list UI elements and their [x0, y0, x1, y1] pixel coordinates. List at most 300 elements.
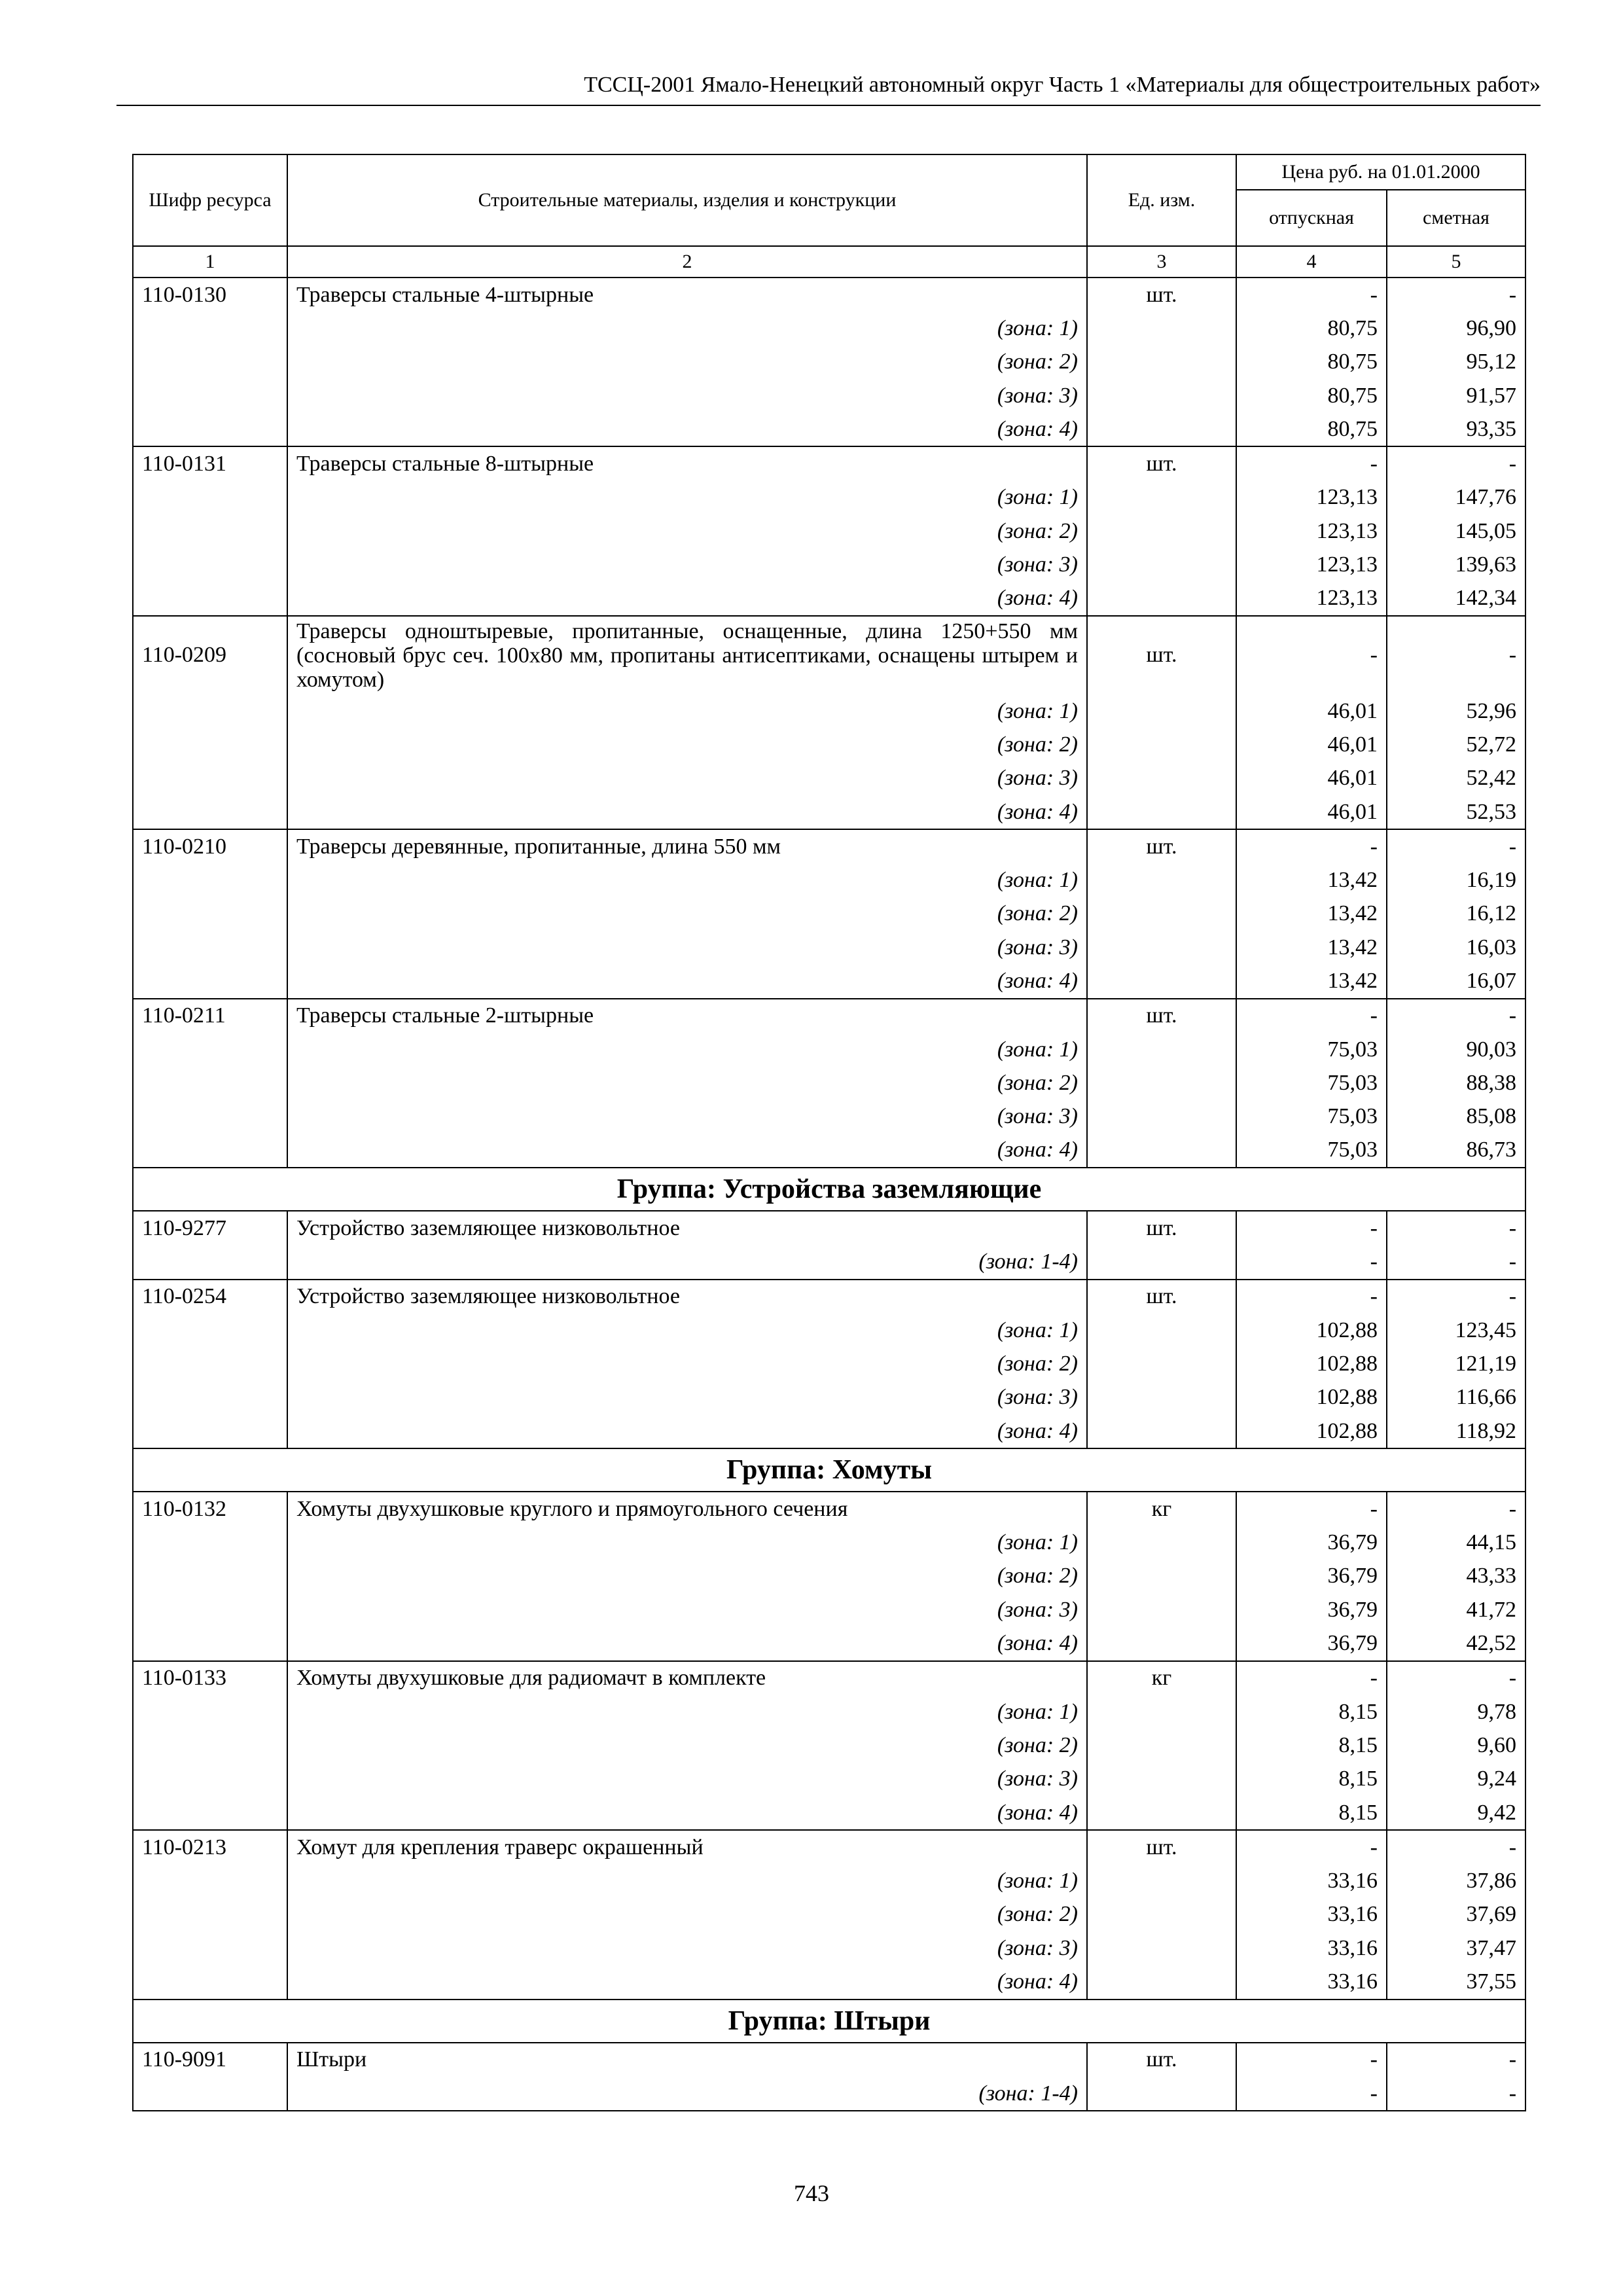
zone-estimate-price: 37,69	[1387, 1898, 1525, 1931]
empty-cell	[1087, 1560, 1236, 1593]
material-name: Устройство заземляющее низковольтное	[287, 1280, 1087, 1314]
zone-label: (зона: 2)	[287, 728, 1087, 761]
unit-of-measure: кг	[1087, 1661, 1236, 1695]
zone-estimate-price: 142,34	[1387, 582, 1525, 616]
column-number: 3	[1087, 246, 1236, 278]
zone-label: (зона: 3)	[287, 762, 1087, 795]
estimate-price: -	[1387, 1661, 1525, 1695]
estimate-price: -	[1387, 446, 1525, 480]
material-name: Хомуты двухушковые круглого и прямоугольного сечения	[287, 1492, 1087, 1526]
material-name: Траверсы одноштыревые, пропитанные, оснащенные, длина 1250+550 мм (сосновый брус сеч. 100х80 мм, пропитаны антисептиками, оснащены штырем и хомутом)	[287, 616, 1087, 694]
zone-label: (зона: 2)	[287, 1729, 1087, 1762]
estimate-price: -	[1387, 2043, 1525, 2077]
zone-estimate-price: -	[1387, 1245, 1525, 1279]
empty-cell	[1087, 1695, 1236, 1729]
zone-release-price: 8,15	[1236, 1729, 1387, 1762]
column-header-price-group: Цена руб. на 01.01.2000	[1236, 154, 1525, 190]
empty-cell	[133, 1066, 287, 1100]
empty-cell	[1087, 1414, 1236, 1448]
empty-cell	[133, 1245, 287, 1279]
zone-release-price: 36,79	[1236, 1526, 1387, 1560]
empty-cell	[133, 2077, 287, 2111]
zone-release-price: 8,15	[1236, 1695, 1387, 1729]
zone-estimate-price: 52,96	[1387, 694, 1525, 728]
zone-row	[133, 1100, 1525, 1134]
column-number: 2	[287, 246, 1087, 278]
resource-code: 110-0130	[133, 278, 287, 312]
empty-cell	[1087, 1729, 1236, 1762]
unit-of-measure: шт.	[1087, 1211, 1236, 1245]
zone-release-price: 102,88	[1236, 1314, 1387, 1347]
empty-cell	[133, 1695, 287, 1729]
page-number: 743	[794, 2180, 829, 2206]
release-price: -	[1236, 616, 1387, 694]
empty-cell	[133, 1729, 287, 1762]
empty-cell	[1087, 2077, 1236, 2111]
zone-estimate-price: 41,72	[1387, 1593, 1525, 1626]
table-row	[133, 278, 1525, 312]
empty-cell	[1087, 795, 1236, 829]
empty-cell	[1087, 412, 1236, 446]
table-header	[133, 154, 1525, 278]
zone-release-price: 102,88	[1236, 1414, 1387, 1448]
release-price: -	[1236, 1661, 1387, 1695]
material-name: Хомуты двухушковые для радиомачт в комплекте	[287, 1661, 1087, 1695]
zone-label: (зона: 1-4)	[287, 1245, 1087, 1279]
zone-estimate-price: 16,19	[1387, 863, 1525, 897]
zone-row	[133, 1066, 1525, 1100]
resource-code: 110-0132	[133, 1492, 287, 1526]
empty-cell	[133, 1560, 287, 1593]
resource-code: 110-0210	[133, 829, 287, 863]
empty-cell	[133, 548, 287, 581]
empty-cell	[1087, 1593, 1236, 1626]
zone-estimate-price: 88,38	[1387, 1066, 1525, 1100]
material-name: Штыри	[287, 2043, 1087, 2077]
table-row	[133, 616, 1525, 694]
empty-cell	[133, 1864, 287, 1897]
zone-release-price: 36,79	[1236, 1560, 1387, 1593]
zone-release-price: 13,42	[1236, 863, 1387, 897]
zone-row	[133, 1526, 1525, 1560]
empty-cell	[1087, 379, 1236, 412]
estimate-price: -	[1387, 1830, 1525, 1864]
empty-cell	[1087, 1626, 1236, 1660]
zone-release-price: 80,75	[1236, 379, 1387, 412]
material-name: Траверсы стальные 4-штырные	[287, 278, 1087, 312]
empty-cell	[133, 694, 287, 728]
zone-label: (зона: 3)	[287, 1100, 1087, 1134]
empty-cell	[1087, 1931, 1236, 1965]
zone-release-price: 33,16	[1236, 1931, 1387, 1965]
zone-label: (зона: 1)	[287, 863, 1087, 897]
empty-cell	[133, 1526, 287, 1560]
zone-label: (зона: 4)	[287, 1796, 1087, 1830]
zone-release-price: 36,79	[1236, 1593, 1387, 1626]
zone-release-price: 80,75	[1236, 346, 1387, 379]
zone-release-price: 75,03	[1236, 1066, 1387, 1100]
empty-cell	[133, 795, 287, 829]
empty-cell	[133, 1414, 287, 1448]
zone-row	[133, 1626, 1525, 1660]
zone-estimate-price: 90,03	[1387, 1033, 1525, 1066]
resource-code: 110-0254	[133, 1280, 287, 1314]
zone-release-price: 8,15	[1236, 1763, 1387, 1796]
resource-code: 110-9091	[133, 2043, 287, 2077]
empty-cell	[133, 312, 287, 345]
zone-estimate-price: 95,12	[1387, 346, 1525, 379]
zone-release-price: 33,16	[1236, 1965, 1387, 1999]
empty-cell	[133, 1381, 287, 1414]
zone-row	[133, 1965, 1525, 1999]
empty-cell	[1087, 548, 1236, 581]
zone-estimate-price: 9,24	[1387, 1763, 1525, 1796]
zone-row	[133, 1314, 1525, 1347]
zone-label: (зона: 4)	[287, 964, 1087, 998]
empty-cell	[1087, 694, 1236, 728]
zone-label: (зона: 2)	[287, 1066, 1087, 1100]
zone-release-price: 102,88	[1236, 1347, 1387, 1380]
estimate-price: -	[1387, 999, 1525, 1033]
empty-cell	[133, 897, 287, 931]
zone-release-price: 123,13	[1236, 548, 1387, 581]
column-header-estimate-price: сметная	[1387, 190, 1525, 246]
zone-release-price: 13,42	[1236, 897, 1387, 931]
zone-estimate-price: 16,03	[1387, 931, 1525, 964]
table-body	[133, 278, 1525, 2111]
zone-estimate-price: 9,60	[1387, 1729, 1525, 1762]
empty-cell	[133, 762, 287, 795]
estimate-price: -	[1387, 278, 1525, 312]
empty-cell	[133, 1347, 287, 1380]
empty-cell	[133, 514, 287, 548]
estimate-price: -	[1387, 1492, 1525, 1526]
release-price: -	[1236, 446, 1387, 480]
empty-cell	[1087, 897, 1236, 931]
zone-estimate-price: 91,57	[1387, 379, 1525, 412]
unit-of-measure: шт.	[1087, 829, 1236, 863]
zone-row	[133, 1560, 1525, 1593]
unit-of-measure: шт.	[1087, 1830, 1236, 1864]
empty-cell	[1087, 1347, 1236, 1380]
zone-row	[133, 1898, 1525, 1931]
zone-release-price: 46,01	[1236, 728, 1387, 761]
material-name: Траверсы стальные 8-штырные	[287, 446, 1087, 480]
empty-cell	[133, 1763, 287, 1796]
zone-row	[133, 412, 1525, 446]
zone-label: (зона: 2)	[287, 1560, 1087, 1593]
zone-label: (зона: 3)	[287, 1381, 1087, 1414]
zone-release-price: 13,42	[1236, 964, 1387, 998]
unit-of-measure: шт.	[1087, 278, 1236, 312]
empty-cell	[1087, 728, 1236, 761]
zone-estimate-price: 123,45	[1387, 1314, 1525, 1347]
table-row	[133, 1661, 1525, 1695]
zone-label: (зона: 4)	[287, 582, 1087, 616]
table-row	[133, 1280, 1525, 1314]
group-heading: Группа: Хомуты	[133, 1448, 1525, 1492]
zone-label: (зона: 4)	[287, 1414, 1087, 1448]
zone-release-price: 46,01	[1236, 795, 1387, 829]
resource-code: 110-0213	[133, 1830, 287, 1864]
empty-cell	[133, 481, 287, 514]
zone-row	[133, 1763, 1525, 1796]
empty-cell	[133, 582, 287, 616]
unit-of-measure: шт.	[1087, 2043, 1236, 2077]
zone-row	[133, 1931, 1525, 1965]
zone-label: (зона: 4)	[287, 412, 1087, 446]
zone-row	[133, 1245, 1525, 1279]
zone-release-price: 80,75	[1236, 312, 1387, 345]
group-heading: Группа: Устройства заземляющие	[133, 1168, 1525, 1211]
zone-label: (зона: 3)	[287, 1593, 1087, 1626]
zone-row	[133, 1796, 1525, 1830]
empty-cell	[133, 1593, 287, 1626]
empty-cell	[1087, 1381, 1236, 1414]
zone-estimate-price: 96,90	[1387, 312, 1525, 345]
zone-row	[133, 931, 1525, 964]
column-header-unit: Ед. изм.	[1087, 154, 1236, 246]
empty-cell	[133, 964, 287, 998]
zone-row	[133, 1695, 1525, 1729]
release-price: -	[1236, 999, 1387, 1033]
estimate-price: -	[1387, 829, 1525, 863]
empty-cell	[133, 1898, 287, 1931]
zone-estimate-price: 145,05	[1387, 514, 1525, 548]
empty-cell	[133, 1033, 287, 1066]
zone-row	[133, 379, 1525, 412]
empty-cell	[1087, 346, 1236, 379]
zone-release-price: 75,03	[1236, 1033, 1387, 1066]
zone-release-price: 123,13	[1236, 481, 1387, 514]
zone-label: (зона: 2)	[287, 514, 1087, 548]
zone-estimate-price: 37,47	[1387, 1931, 1525, 1965]
zone-label: (зона: 4)	[287, 1965, 1087, 1999]
zone-label: (зона: 1)	[287, 1314, 1087, 1347]
empty-cell	[133, 1134, 287, 1168]
empty-cell	[1087, 1898, 1236, 1931]
zone-label: (зона: 1)	[287, 1695, 1087, 1729]
zone-label: (зона: 1)	[287, 1864, 1087, 1897]
zone-release-price: 13,42	[1236, 931, 1387, 964]
zone-estimate-price: 44,15	[1387, 1526, 1525, 1560]
zone-release-price: 123,13	[1236, 514, 1387, 548]
empty-cell	[1087, 1763, 1236, 1796]
empty-cell	[133, 728, 287, 761]
zone-row	[133, 1381, 1525, 1414]
zone-estimate-price: 139,63	[1387, 548, 1525, 581]
table-row	[133, 1211, 1525, 1245]
zone-label: (зона: 2)	[287, 1347, 1087, 1380]
empty-cell	[1087, 514, 1236, 548]
empty-cell	[1087, 964, 1236, 998]
empty-cell	[1087, 1796, 1236, 1830]
unit-of-measure: кг	[1087, 1492, 1236, 1526]
zone-release-price: 80,75	[1236, 412, 1387, 446]
empty-cell	[1087, 1066, 1236, 1100]
zone-row	[133, 514, 1525, 548]
estimate-price: -	[1387, 1211, 1525, 1245]
estimate-price: -	[1387, 616, 1525, 694]
unit-of-measure: шт.	[1087, 616, 1236, 694]
column-header-code: Шифр ресурса	[133, 154, 287, 246]
group-heading-row	[133, 1168, 1525, 1211]
empty-cell	[1087, 312, 1236, 345]
material-name: Траверсы стальные 2-штырные	[287, 999, 1087, 1033]
column-header-name: Строительные материалы, изделия и конструкции	[287, 154, 1087, 246]
release-price: -	[1236, 2043, 1387, 2077]
empty-cell	[133, 931, 287, 964]
zone-release-price: 46,01	[1236, 762, 1387, 795]
zone-row	[133, 1414, 1525, 1448]
zone-row	[133, 897, 1525, 931]
empty-cell	[133, 412, 287, 446]
zone-estimate-price: 52,72	[1387, 728, 1525, 761]
zone-release-price: 36,79	[1236, 1626, 1387, 1660]
zone-estimate-price: 43,33	[1387, 1560, 1525, 1593]
zone-row	[133, 694, 1525, 728]
table-row	[133, 2043, 1525, 2077]
zone-estimate-price: 116,66	[1387, 1381, 1525, 1414]
empty-cell	[1087, 1033, 1236, 1066]
zone-label: (зона: 3)	[287, 379, 1087, 412]
resource-code: 110-0131	[133, 446, 287, 480]
zone-row	[133, 548, 1525, 581]
zone-label: (зона: 2)	[287, 897, 1087, 931]
zone-release-price: 75,03	[1236, 1134, 1387, 1168]
zone-estimate-price: 37,55	[1387, 1965, 1525, 1999]
zone-release-price: 33,16	[1236, 1898, 1387, 1931]
zone-release-price: -	[1236, 1245, 1387, 1279]
zone-release-price: 8,15	[1236, 1796, 1387, 1830]
zone-release-price: 33,16	[1236, 1864, 1387, 1897]
zone-estimate-price: -	[1387, 2077, 1525, 2111]
release-price: -	[1236, 1211, 1387, 1245]
zone-estimate-price: 93,35	[1387, 412, 1525, 446]
empty-cell	[133, 1796, 287, 1830]
zone-estimate-price: 52,53	[1387, 795, 1525, 829]
release-price: -	[1236, 829, 1387, 863]
release-price: -	[1236, 1492, 1387, 1526]
zone-row	[133, 1864, 1525, 1897]
header-divider	[116, 105, 1541, 106]
zone-label: (зона: 4)	[287, 1626, 1087, 1660]
release-price: -	[1236, 1830, 1387, 1864]
table-row	[133, 999, 1525, 1033]
zone-row	[133, 762, 1525, 795]
zone-row	[133, 312, 1525, 345]
zone-estimate-price: 121,19	[1387, 1347, 1525, 1380]
unit-of-measure: шт.	[1087, 446, 1236, 480]
zone-row	[133, 1347, 1525, 1380]
zone-row	[133, 582, 1525, 616]
zone-estimate-price: 52,42	[1387, 762, 1525, 795]
zone-label: (зона: 3)	[287, 931, 1087, 964]
empty-cell	[1087, 931, 1236, 964]
zone-row	[133, 346, 1525, 379]
empty-cell	[133, 379, 287, 412]
zone-row	[133, 728, 1525, 761]
zone-estimate-price: 9,42	[1387, 1796, 1525, 1830]
zone-label: (зона: 3)	[287, 1931, 1087, 1965]
zone-row	[133, 863, 1525, 897]
material-name: Траверсы деревянные, пропитанные, длина 550 мм	[287, 829, 1087, 863]
zone-estimate-price: 86,73	[1387, 1134, 1525, 1168]
zone-label: (зона: 4)	[287, 795, 1087, 829]
empty-cell	[133, 1931, 287, 1965]
zone-row	[133, 1729, 1525, 1762]
release-price: -	[1236, 278, 1387, 312]
zone-row	[133, 1134, 1525, 1168]
table-row	[133, 446, 1525, 480]
table-row	[133, 829, 1525, 863]
zone-estimate-price: 16,07	[1387, 964, 1525, 998]
resource-code: 110-0211	[133, 999, 287, 1033]
zone-label: (зона: 1)	[287, 481, 1087, 514]
zone-label: (зона: 1)	[287, 312, 1087, 345]
unit-of-measure: шт.	[1087, 1280, 1236, 1314]
zone-estimate-price: 147,76	[1387, 481, 1525, 514]
empty-cell	[133, 346, 287, 379]
zone-release-price: 75,03	[1236, 1100, 1387, 1134]
zone-label: (зона: 1)	[287, 1526, 1087, 1560]
unit-of-measure: шт.	[1087, 999, 1236, 1033]
resource-code: 110-0133	[133, 1661, 287, 1695]
empty-cell	[133, 1965, 287, 1999]
page-header-title: ТССЦ-2001 Ямало-Ненецкий автономный округ Часть 1 «Материалы для общестроительных работ»	[584, 73, 1541, 97]
empty-cell	[1087, 1965, 1236, 1999]
empty-cell	[1087, 863, 1236, 897]
zone-estimate-price: 37,86	[1387, 1864, 1525, 1897]
table-row	[133, 1492, 1525, 1526]
zone-row	[133, 1033, 1525, 1066]
zone-label: (зона: 1)	[287, 1033, 1087, 1066]
zone-label: (зона: 4)	[287, 1134, 1087, 1168]
zone-label: (зона: 1)	[287, 694, 1087, 728]
zone-release-price: 123,13	[1236, 582, 1387, 616]
zone-label: (зона: 2)	[287, 346, 1087, 379]
group-heading: Группа: Штыри	[133, 2000, 1525, 2043]
column-number: 5	[1387, 246, 1525, 278]
zone-row	[133, 1593, 1525, 1626]
empty-cell	[1087, 481, 1236, 514]
zone-release-price: 46,01	[1236, 694, 1387, 728]
material-name: Устройство заземляющее низковольтное	[287, 1211, 1087, 1245]
empty-cell	[1087, 582, 1236, 616]
table-row	[133, 1830, 1525, 1864]
zone-label: (зона: 2)	[287, 1898, 1087, 1931]
zone-estimate-price: 85,08	[1387, 1100, 1525, 1134]
zone-release-price: -	[1236, 2077, 1387, 2111]
release-price: -	[1236, 1280, 1387, 1314]
empty-cell	[1087, 1314, 1236, 1347]
column-header-release-price: отпускная	[1236, 190, 1387, 246]
column-number: 4	[1236, 246, 1387, 278]
zone-estimate-price: 9,78	[1387, 1695, 1525, 1729]
zone-release-price: 102,88	[1236, 1381, 1387, 1414]
empty-cell	[1087, 1134, 1236, 1168]
empty-cell	[1087, 762, 1236, 795]
zone-estimate-price: 16,12	[1387, 897, 1525, 931]
zone-row	[133, 481, 1525, 514]
empty-cell	[1087, 1526, 1236, 1560]
zone-row	[133, 795, 1525, 829]
zone-row	[133, 2077, 1525, 2111]
group-heading-row	[133, 1448, 1525, 1492]
column-number: 1	[133, 246, 287, 278]
estimate-price: -	[1387, 1280, 1525, 1314]
zone-row	[133, 964, 1525, 998]
